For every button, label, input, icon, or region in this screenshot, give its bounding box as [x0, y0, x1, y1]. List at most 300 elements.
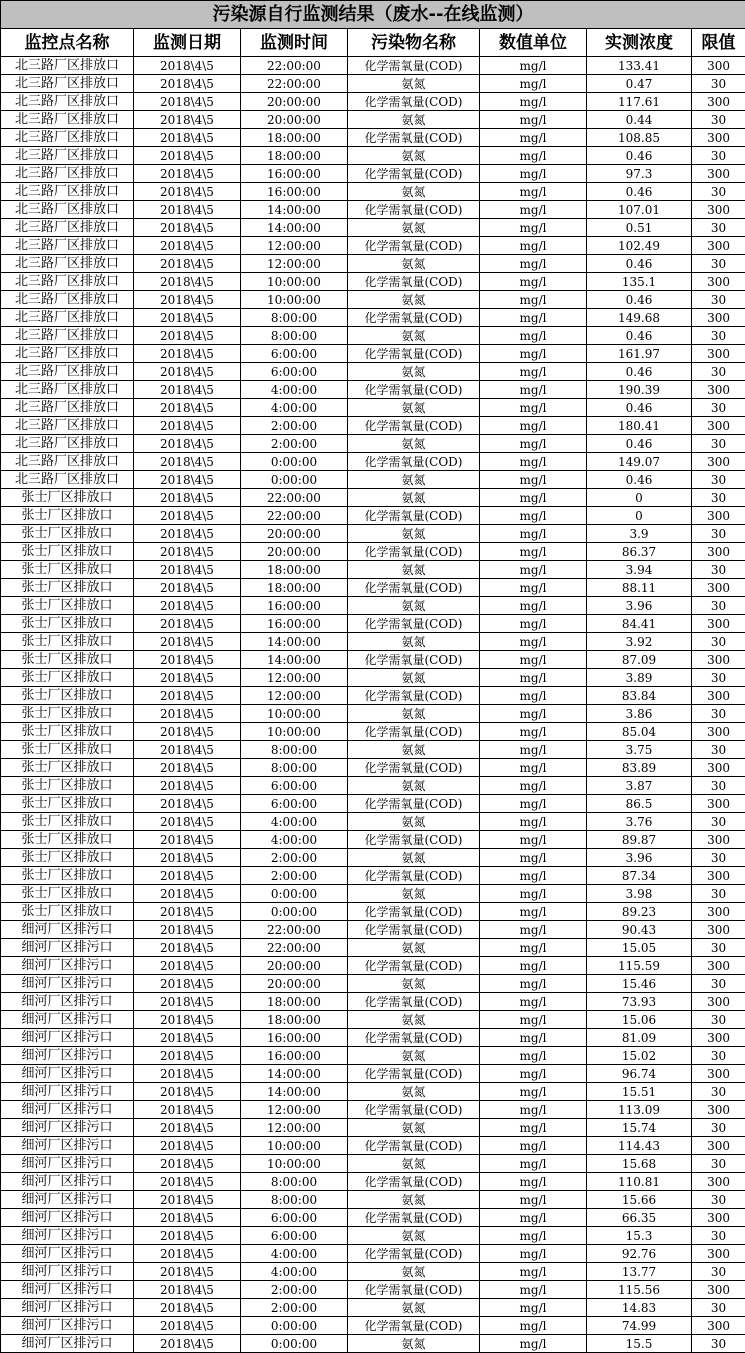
date-cell: 2018\4\5: [134, 57, 241, 75]
limit-cell: 300: [692, 1209, 745, 1227]
limit-cell: 300: [692, 795, 745, 813]
table-row: [1, 777, 745, 795]
table-row: [1, 57, 745, 75]
table-row: [1, 363, 745, 381]
time-cell: 2:00:00: [241, 435, 348, 453]
date-cell: 2018\4\5: [134, 1011, 241, 1029]
limit-cell: 300: [692, 1137, 745, 1155]
unit-cell: mg/l: [480, 165, 587, 183]
date-cell: 2018\4\5: [134, 525, 241, 543]
site-cell: 北三路厂区排放口: [1, 57, 134, 75]
pollutant-cell: 氨氮: [348, 705, 480, 723]
limit-cell: 300: [692, 903, 745, 921]
limit-cell: 300: [692, 543, 745, 561]
unit-cell: mg/l: [480, 957, 587, 975]
date-cell: 2018\4\5: [134, 993, 241, 1011]
limit-cell: 300: [692, 1245, 745, 1263]
pollutant-cell: 化学需氧量(COD): [348, 921, 480, 939]
date-cell: 2018\4\5: [134, 183, 241, 201]
pollutant-cell: 氨氮: [348, 435, 480, 453]
concentration-cell: 161.97: [587, 345, 692, 363]
concentration-cell: 3.96: [587, 597, 692, 615]
date-cell: 2018\4\5: [134, 1083, 241, 1101]
table-row: [1, 1335, 745, 1353]
time-cell: 0:00:00: [241, 903, 348, 921]
pollutant-cell: 氨氮: [348, 1263, 480, 1281]
limit-cell: 30: [692, 705, 745, 723]
site-cell: 细河厂区排污口: [1, 1137, 134, 1155]
unit-cell: mg/l: [480, 615, 587, 633]
concentration-cell: 190.39: [587, 381, 692, 399]
site-cell: 北三路厂区排放口: [1, 93, 134, 111]
unit-cell: mg/l: [480, 543, 587, 561]
concentration-cell: 0.46: [587, 291, 692, 309]
limit-cell: 30: [692, 669, 745, 687]
limit-cell: 30: [692, 777, 745, 795]
table-row: [1, 381, 745, 399]
time-cell: 12:00:00: [241, 669, 348, 687]
unit-cell: mg/l: [480, 1317, 587, 1335]
table-row: [1, 1245, 745, 1263]
site-cell: 张士厂区排放口: [1, 687, 134, 705]
pollutant-cell: 化学需氧量(COD): [348, 237, 480, 255]
pollutant-cell: 氨氮: [348, 849, 480, 867]
concentration-cell: 149.68: [587, 309, 692, 327]
date-cell: 2018\4\5: [134, 1029, 241, 1047]
date-cell: 2018\4\5: [134, 111, 241, 129]
pollutant-cell: 氨氮: [348, 489, 480, 507]
site-cell: 张士厂区排放口: [1, 705, 134, 723]
date-cell: 2018\4\5: [134, 345, 241, 363]
table-row: [1, 1227, 745, 1245]
table-row: [1, 741, 745, 759]
unit-cell: mg/l: [480, 1119, 587, 1137]
time-cell: 2:00:00: [241, 867, 348, 885]
table-row: [1, 435, 745, 453]
concentration-cell: 15.66: [587, 1191, 692, 1209]
date-cell: 2018\4\5: [134, 741, 241, 759]
limit-cell: 30: [692, 1011, 745, 1029]
pollutant-cell: 氨氮: [348, 291, 480, 309]
table-row: [1, 1281, 745, 1299]
table-row: [1, 957, 745, 975]
limit-cell: 300: [692, 651, 745, 669]
time-cell: 14:00:00: [241, 1065, 348, 1083]
pollutant-cell: 化学需氧量(COD): [348, 381, 480, 399]
table-row: [1, 993, 745, 1011]
table-row: [1, 345, 745, 363]
limit-cell: 300: [692, 417, 745, 435]
concentration-cell: 15.68: [587, 1155, 692, 1173]
time-cell: 18:00:00: [241, 147, 348, 165]
concentration-cell: 89.23: [587, 903, 692, 921]
unit-cell: mg/l: [480, 435, 587, 453]
pollutant-cell: 氨氮: [348, 525, 480, 543]
site-cell: 北三路厂区排放口: [1, 201, 134, 219]
site-cell: 北三路厂区排放口: [1, 309, 134, 327]
table-row: [1, 327, 745, 345]
date-cell: 2018\4\5: [134, 435, 241, 453]
time-cell: 2:00:00: [241, 1281, 348, 1299]
limit-cell: 30: [692, 75, 745, 93]
concentration-cell: 108.85: [587, 129, 692, 147]
pollutant-cell: 化学需氧量(COD): [348, 129, 480, 147]
time-cell: 0:00:00: [241, 471, 348, 489]
pollutant-cell: 氨氮: [348, 1299, 480, 1317]
limit-cell: 300: [692, 273, 745, 291]
limit-cell: 300: [692, 615, 745, 633]
table-row: [1, 1155, 745, 1173]
date-cell: 2018\4\5: [134, 1263, 241, 1281]
date-cell: 2018\4\5: [134, 1137, 241, 1155]
time-cell: 0:00:00: [241, 1335, 348, 1353]
time-cell: 12:00:00: [241, 255, 348, 273]
table-row: [1, 597, 745, 615]
date-cell: 2018\4\5: [134, 579, 241, 597]
date-cell: 2018\4\5: [134, 471, 241, 489]
pollutant-cell: 氨氮: [348, 777, 480, 795]
time-cell: 6:00:00: [241, 363, 348, 381]
time-cell: 6:00:00: [241, 795, 348, 813]
time-cell: 22:00:00: [241, 489, 348, 507]
table-row: [1, 1191, 745, 1209]
site-cell: 张士厂区排放口: [1, 507, 134, 525]
limit-cell: 300: [692, 237, 745, 255]
limit-cell: 30: [692, 939, 745, 957]
date-cell: 2018\4\5: [134, 687, 241, 705]
date-cell: 2018\4\5: [134, 93, 241, 111]
unit-cell: mg/l: [480, 1245, 587, 1263]
concentration-cell: 0: [587, 489, 692, 507]
unit-cell: mg/l: [480, 75, 587, 93]
date-cell: 2018\4\5: [134, 705, 241, 723]
concentration-cell: 0.46: [587, 435, 692, 453]
time-cell: 16:00:00: [241, 1047, 348, 1065]
limit-cell: 300: [692, 831, 745, 849]
date-cell: 2018\4\5: [134, 1281, 241, 1299]
pollutant-cell: 氨氮: [348, 1119, 480, 1137]
site-cell: 张士厂区排放口: [1, 597, 134, 615]
table-row: [1, 111, 745, 129]
site-cell: 张士厂区排放口: [1, 525, 134, 543]
time-cell: 8:00:00: [241, 327, 348, 345]
column-header-date: 监测日期: [134, 29, 241, 57]
concentration-cell: 0.51: [587, 219, 692, 237]
site-cell: 北三路厂区排放口: [1, 255, 134, 273]
time-cell: 16:00:00: [241, 615, 348, 633]
unit-cell: mg/l: [480, 1047, 587, 1065]
limit-cell: 300: [692, 1029, 745, 1047]
concentration-cell: 88.11: [587, 579, 692, 597]
limit-cell: 30: [692, 111, 745, 129]
site-cell: 张士厂区排放口: [1, 669, 134, 687]
concentration-cell: 86.37: [587, 543, 692, 561]
date-cell: 2018\4\5: [134, 759, 241, 777]
date-cell: 2018\4\5: [134, 1191, 241, 1209]
site-cell: 细河厂区排污口: [1, 1191, 134, 1209]
limit-cell: 30: [692, 489, 745, 507]
table-row: [1, 183, 745, 201]
time-cell: 22:00:00: [241, 939, 348, 957]
table-row: [1, 417, 745, 435]
column-header-concentration: 实测浓度: [587, 29, 692, 57]
concentration-cell: 3.94: [587, 561, 692, 579]
unit-cell: mg/l: [480, 417, 587, 435]
pollutant-cell: 氨氮: [348, 327, 480, 345]
unit-cell: mg/l: [480, 1011, 587, 1029]
date-cell: 2018\4\5: [134, 1065, 241, 1083]
concentration-cell: 0.46: [587, 399, 692, 417]
concentration-cell: 3.89: [587, 669, 692, 687]
site-cell: 北三路厂区排放口: [1, 147, 134, 165]
limit-cell: 30: [692, 471, 745, 489]
limit-cell: 300: [692, 723, 745, 741]
table-row: [1, 129, 745, 147]
time-cell: 4:00:00: [241, 813, 348, 831]
date-cell: 2018\4\5: [134, 165, 241, 183]
column-header-pollutant: 污染物名称: [348, 29, 480, 57]
time-cell: 18:00:00: [241, 129, 348, 147]
site-cell: 北三路厂区排放口: [1, 435, 134, 453]
limit-cell: 300: [692, 579, 745, 597]
concentration-cell: 117.61: [587, 93, 692, 111]
limit-cell: 30: [692, 885, 745, 903]
date-cell: 2018\4\5: [134, 615, 241, 633]
site-cell: 张士厂区排放口: [1, 633, 134, 651]
site-cell: 细河厂区排污口: [1, 1011, 134, 1029]
table-row: [1, 1083, 745, 1101]
site-cell: 张士厂区排放口: [1, 903, 134, 921]
table-row: [1, 273, 745, 291]
limit-cell: 30: [692, 561, 745, 579]
date-cell: 2018\4\5: [134, 327, 241, 345]
pollutant-cell: 氨氮: [348, 1047, 480, 1065]
table-row: [1, 507, 745, 525]
pollutant-cell: 化学需氧量(COD): [348, 579, 480, 597]
limit-cell: 30: [692, 1299, 745, 1317]
table-row: [1, 165, 745, 183]
table-row: [1, 453, 745, 471]
pollutant-cell: 氨氮: [348, 741, 480, 759]
concentration-cell: 66.35: [587, 1209, 692, 1227]
date-cell: 2018\4\5: [134, 885, 241, 903]
limit-cell: 30: [692, 633, 745, 651]
concentration-cell: 0.46: [587, 471, 692, 489]
pollutant-cell: 氨氮: [348, 219, 480, 237]
limit-cell: 300: [692, 1101, 745, 1119]
time-cell: 22:00:00: [241, 921, 348, 939]
table-row: [1, 1065, 745, 1083]
unit-cell: mg/l: [480, 219, 587, 237]
unit-cell: mg/l: [480, 309, 587, 327]
date-cell: 2018\4\5: [134, 237, 241, 255]
unit-cell: mg/l: [480, 381, 587, 399]
date-cell: 2018\4\5: [134, 381, 241, 399]
time-cell: 8:00:00: [241, 741, 348, 759]
site-cell: 北三路厂区排放口: [1, 453, 134, 471]
unit-cell: mg/l: [480, 1137, 587, 1155]
pollutant-cell: 氨氮: [348, 399, 480, 417]
unit-cell: mg/l: [480, 597, 587, 615]
table-row: [1, 399, 745, 417]
time-cell: 18:00:00: [241, 561, 348, 579]
concentration-cell: 114.43: [587, 1137, 692, 1155]
unit-cell: mg/l: [480, 975, 587, 993]
unit-cell: mg/l: [480, 921, 587, 939]
table-row: [1, 561, 745, 579]
concentration-cell: 83.89: [587, 759, 692, 777]
concentration-cell: 0.47: [587, 75, 692, 93]
time-cell: 22:00:00: [241, 57, 348, 75]
pollutant-cell: 化学需氧量(COD): [348, 903, 480, 921]
time-cell: 10:00:00: [241, 273, 348, 291]
time-cell: 8:00:00: [241, 759, 348, 777]
concentration-cell: 15.3: [587, 1227, 692, 1245]
concentration-cell: 74.99: [587, 1317, 692, 1335]
pollutant-cell: 氨氮: [348, 813, 480, 831]
limit-cell: 30: [692, 849, 745, 867]
date-cell: 2018\4\5: [134, 255, 241, 273]
table-row: [1, 309, 745, 327]
table-row: [1, 795, 745, 813]
time-cell: 4:00:00: [241, 399, 348, 417]
site-cell: 张士厂区排放口: [1, 831, 134, 849]
pollutant-cell: 化学需氧量(COD): [348, 867, 480, 885]
pollutant-cell: 氨氮: [348, 363, 480, 381]
concentration-cell: 133.41: [587, 57, 692, 75]
date-cell: 2018\4\5: [134, 867, 241, 885]
table-row: [1, 831, 745, 849]
table-row: [1, 219, 745, 237]
pollutant-cell: 氨氮: [348, 597, 480, 615]
site-cell: 北三路厂区排放口: [1, 165, 134, 183]
time-cell: 20:00:00: [241, 93, 348, 111]
pollutant-cell: 氨氮: [348, 939, 480, 957]
site-cell: 细河厂区排污口: [1, 1173, 134, 1191]
unit-cell: mg/l: [480, 1101, 587, 1119]
concentration-cell: 115.59: [587, 957, 692, 975]
date-cell: 2018\4\5: [134, 1119, 241, 1137]
pollutant-cell: 氨氮: [348, 975, 480, 993]
unit-cell: mg/l: [480, 1083, 587, 1101]
time-cell: 4:00:00: [241, 1263, 348, 1281]
time-cell: 14:00:00: [241, 1083, 348, 1101]
site-cell: 北三路厂区排放口: [1, 129, 134, 147]
unit-cell: mg/l: [480, 345, 587, 363]
limit-cell: 300: [692, 867, 745, 885]
column-header-limit: 限值: [692, 29, 745, 57]
concentration-cell: 135.1: [587, 273, 692, 291]
site-cell: 北三路厂区排放口: [1, 183, 134, 201]
date-cell: 2018\4\5: [134, 1155, 241, 1173]
concentration-cell: 97.3: [587, 165, 692, 183]
site-cell: 张士厂区排放口: [1, 651, 134, 669]
table-row: [1, 705, 745, 723]
concentration-cell: 13.77: [587, 1263, 692, 1281]
table-row: [1, 93, 745, 111]
limit-cell: 300: [692, 1173, 745, 1191]
date-cell: 2018\4\5: [134, 363, 241, 381]
pollutant-cell: 氨氮: [348, 885, 480, 903]
limit-cell: 30: [692, 435, 745, 453]
pollutant-cell: 氨氮: [348, 633, 480, 651]
table-row: [1, 1029, 745, 1047]
pollutant-cell: 化学需氧量(COD): [348, 543, 480, 561]
date-cell: 2018\4\5: [134, 201, 241, 219]
time-cell: 10:00:00: [241, 291, 348, 309]
unit-cell: mg/l: [480, 723, 587, 741]
unit-cell: mg/l: [480, 831, 587, 849]
pollutant-cell: 化学需氧量(COD): [348, 1173, 480, 1191]
unit-cell: mg/l: [480, 903, 587, 921]
time-cell: 16:00:00: [241, 165, 348, 183]
limit-cell: 300: [692, 129, 745, 147]
limit-cell: 300: [692, 381, 745, 399]
site-cell: 北三路厂区排放口: [1, 345, 134, 363]
limit-cell: 300: [692, 759, 745, 777]
table-row: [1, 723, 745, 741]
pollutant-cell: 化学需氧量(COD): [348, 1137, 480, 1155]
date-cell: 2018\4\5: [134, 291, 241, 309]
concentration-cell: 96.74: [587, 1065, 692, 1083]
time-cell: 4:00:00: [241, 1245, 348, 1263]
site-cell: 张士厂区排放口: [1, 813, 134, 831]
table-row: [1, 1119, 745, 1137]
unit-cell: mg/l: [480, 1029, 587, 1047]
time-cell: 12:00:00: [241, 237, 348, 255]
site-cell: 北三路厂区排放口: [1, 363, 134, 381]
time-cell: 2:00:00: [241, 1299, 348, 1317]
unit-cell: mg/l: [480, 489, 587, 507]
limit-cell: 300: [692, 453, 745, 471]
table-row: [1, 669, 745, 687]
unit-cell: mg/l: [480, 1065, 587, 1083]
table-row: [1, 1263, 745, 1281]
pollutant-cell: 氨氮: [348, 561, 480, 579]
pollutant-cell: 氨氮: [348, 147, 480, 165]
pollutant-cell: 化学需氧量(COD): [348, 759, 480, 777]
pollutant-cell: 化学需氧量(COD): [348, 1101, 480, 1119]
pollutant-cell: 化学需氧量(COD): [348, 957, 480, 975]
site-cell: 细河厂区排污口: [1, 1119, 134, 1137]
pollutant-cell: 化学需氧量(COD): [348, 723, 480, 741]
date-cell: 2018\4\5: [134, 1047, 241, 1065]
limit-cell: 300: [692, 309, 745, 327]
pollutant-cell: 化学需氧量(COD): [348, 417, 480, 435]
unit-cell: mg/l: [480, 1173, 587, 1191]
table-row: [1, 903, 745, 921]
concentration-cell: 85.04: [587, 723, 692, 741]
date-cell: 2018\4\5: [134, 507, 241, 525]
table-row: [1, 1173, 745, 1191]
site-cell: 北三路厂区排放口: [1, 237, 134, 255]
site-cell: 细河厂区排污口: [1, 1317, 134, 1335]
unit-cell: mg/l: [480, 471, 587, 489]
site-cell: 张士厂区排放口: [1, 579, 134, 597]
unit-cell: mg/l: [480, 687, 587, 705]
pollutant-cell: 氨氮: [348, 1155, 480, 1173]
site-cell: 张士厂区排放口: [1, 867, 134, 885]
pollutant-cell: 氨氮: [348, 1335, 480, 1353]
pollutant-cell: 氨氮: [348, 183, 480, 201]
table-row: [1, 813, 745, 831]
site-cell: 北三路厂区排放口: [1, 111, 134, 129]
limit-cell: 30: [692, 813, 745, 831]
concentration-cell: 0.44: [587, 111, 692, 129]
site-cell: 细河厂区排污口: [1, 1209, 134, 1227]
time-cell: 12:00:00: [241, 687, 348, 705]
concentration-cell: 0: [587, 507, 692, 525]
